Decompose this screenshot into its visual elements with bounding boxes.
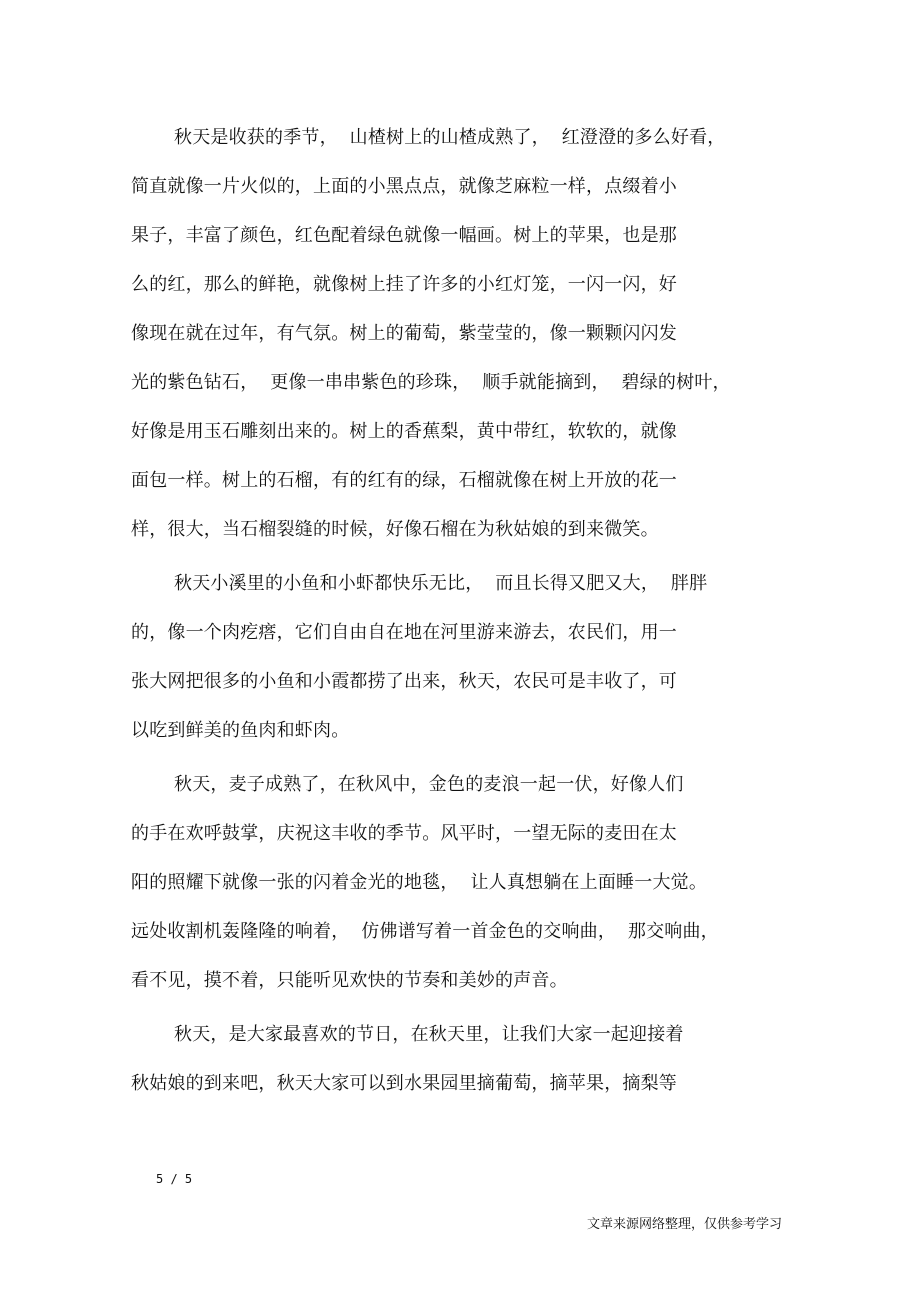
paragraph-3-line-5: 看不见，摸不着，只能听见欢快的节奏和美妙的声音。 (131, 970, 568, 991)
paragraph-2-line-3: 张大网把很多的小鱼和小霞都捞了出来，秋天，农民可是丰收了，可 (131, 671, 677, 692)
paragraph-2-line-4: 以吃到鲜美的鱼肉和虾肉。 (131, 720, 350, 741)
paragraph-1-line-2: 简直就像一片火似的，上面的小黑点点，就像芝麻粒一样，点缀着小 (131, 176, 677, 197)
paragraph-1-line-9: 样，很大，当石榴裂缝的时候，好像石榴在为秋姑娘的到来微笑。 (131, 519, 659, 540)
paragraph-1-line-6: 光的紫色钻石， 更像一串串紫色的珍珠， 顺手就能摘到， 碧绿的树叶， (131, 372, 731, 393)
paragraph-3-line-4: 远处收割机轰隆隆的响着， 仿佛谱写着一首金色的交响曲， 那交响曲， (131, 921, 719, 942)
paragraph-1-line-7: 好像是用玉石雕刻出来的。树上的香蕉梨，黄中带红，软软的，就像 (131, 421, 677, 442)
paragraph-2-line-1: 秋天小溪里的小鱼和小虾都快乐无比， 而且长得又肥又大， 胖胖 (174, 573, 708, 594)
paragraph-3-line-2: 的手在欢呼鼓掌，庆祝这丰收的季节。风平时，一望无际的麦田在太 (131, 823, 677, 844)
paragraph-1-line-5: 像现在就在过年，有气氛。树上的葡萄，紫莹莹的，像一颗颗闪闪发 (131, 323, 677, 344)
footer-source-note: 文章来源网络整理，仅供参考学习 (586, 1217, 782, 1232)
paragraph-4-line-1: 秋天，是大家最喜欢的节日，在秋天里，让我们大家一起迎接着 (174, 1024, 684, 1045)
paragraph-1-line-8: 面包一样。树上的石榴，有的红有的绿，石榴就像在树上开放的花一 (131, 470, 677, 491)
paragraph-1-line-4: 么的红，那么的鲜艳，就像树上挂了许多的小红灯笼，一闪一闪，好 (131, 274, 677, 295)
paragraph-1-line-1: 秋天是收获的季节， 山楂树上的山楂成熟了， 红澄澄的多么好看， (174, 127, 726, 148)
paragraph-3-line-3: 阳的照耀下就像一张的闪着金光的地毯， 让人真想躺在上面睡一大觉。 (131, 872, 708, 893)
page-number: 5 / 5 (156, 1172, 193, 1186)
paragraph-3-line-1: 秋天，麦子成熟了，在秋风中，金色的麦浪一起一伏，好像人们 (174, 774, 684, 795)
paragraph-1-line-3: 果子，丰富了颜色，红色配着绿色就像一幅画。树上的苹果，也是那 (131, 225, 677, 246)
paragraph-2-line-2: 的，像一个肉疙瘩，它们自由自在地在河里游来游去，农民们，用一 (131, 622, 677, 643)
paragraph-4-line-2: 秋姑娘的到来吧，秋天大家可以到水果园里摘葡萄，摘苹果，摘梨等 (131, 1073, 677, 1094)
